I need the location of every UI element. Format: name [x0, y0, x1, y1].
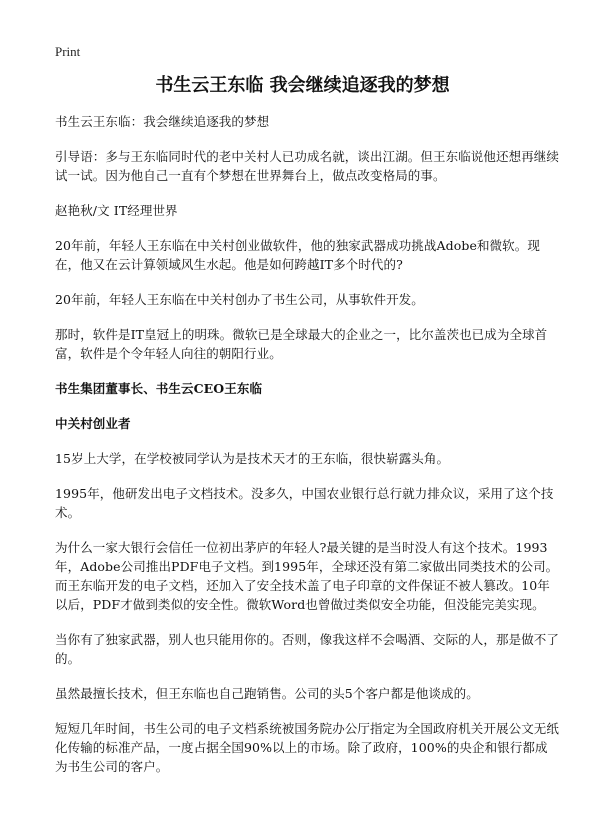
body-paragraph: 为什么一家大银行会信任一位初出茅庐的年轻人?最关键的是当时没人有这个技术。1993年，Adobe公司推出PDF电子文档。到1995年，全球还没有第二家做出同类技术的公司。而王东临开发的电子文档，还加入了安全技术盖了电子印章的文件保证不被人篡改。10年以后，PDF才做到类似的安全性。微软Word也曾做过类似安全功能，但没能完美实现。 — [55, 540, 559, 612]
body-paragraph: 20年前，年轻人王东临在中关村创办了书生公司，从事软件开发。 — [55, 292, 424, 307]
print-link[interactable]: Print — [55, 44, 81, 59]
section-heading: 书生集团董事长、书生云CEO王东临 — [55, 381, 263, 396]
article-body — [55, 112, 560, 776]
byline: 赵艳秋/文 IT经理世界 — [55, 203, 178, 218]
lead-paragraph: 引导语：多与王东临同时代的老中关村人已功成名就，谈出江湖。但王东临说他还想再继续试一试。因为他自己一直有个梦想在世界舞台上，做点改变格局的事。 — [55, 149, 560, 183]
article-title: 书生云王东临 我会继续追逐我的梦想 — [155, 75, 450, 96]
body-paragraph: 短短几年时间，书生公司的电子文档系统被国务院办公厅指定为全国政府机关开展公文无纸化传输的标准产品，一度占据全国90%以上的市场。除了政府，100%的央企和银行都成为书生公司的客户。 — [55, 721, 560, 774]
body-paragraph: 虽然最擅长技术，但王东临也自己跑销售。公司的头5个客户都是他谈成的。 — [55, 686, 479, 701]
body-paragraph: 当你有了独家武器，别人也只能用你的。否则，像我这样不会喝酒、交际的人，那是做不了的。 — [55, 632, 560, 666]
body-paragraph: 那时，软件是IT皇冠上的明珠。微软已是全球最大的企业之一，比尔盖茨也已成为全球首富，软件是个令年轻人向往的朝阳行业。 — [55, 327, 548, 361]
body-paragraph: 1995年，他研发出电子文档技术。没多久，中国农业银行总行就力排众议，采用了这个技术。 — [55, 486, 554, 520]
article-subtitle: 书生云王东临：我会继续追逐我的梦想 — [55, 114, 270, 129]
section-heading: 中关村创业者 — [55, 416, 131, 431]
body-paragraph: 15岁上大学，在学校被同学认为是技术天才的王东临，很快崭露头角。 — [55, 451, 450, 466]
body-paragraph: 20年前，年轻人王东临在中关村创业做软件，他的独家武器成功挑战Adobe和微软。现在，他又在云计算领域风生水起。他是如何跨越IT多个时代的? — [55, 238, 540, 272]
